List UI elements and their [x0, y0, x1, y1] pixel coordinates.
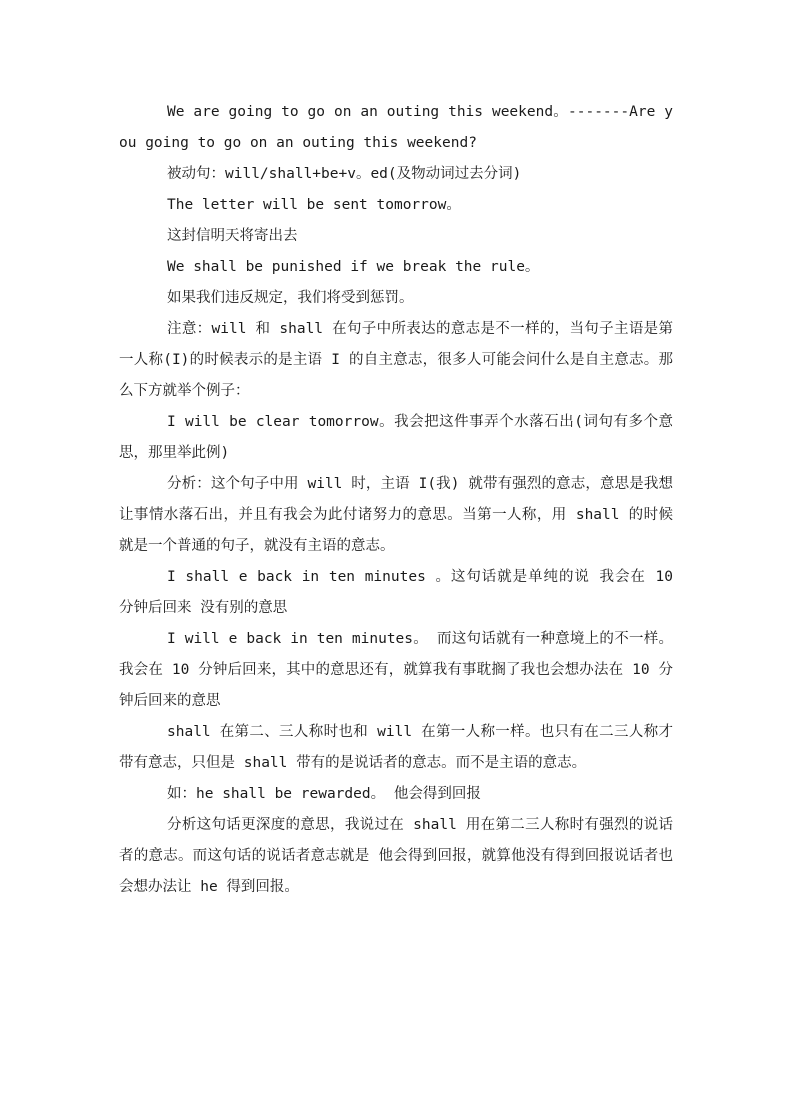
paragraph-shall-back-example: I shall e back in ten minutes 。这句话就是单纯的说 我会在 10 分钟后回来 没有别的意思: [119, 569, 673, 616]
paragraph-will-example: I will be clear tomorrow。我会把这件事弄个水落石出(词句有多个意思，那里举此例): [119, 414, 673, 461]
paragraph-rewarded-example: 如：he shall be rewarded。 他会得到回报: [167, 786, 481, 802]
paragraph-note-will-shall: 注意：will 和 shall 在句子中所表达的意志是不一样的，当句子主语是第一人称(I)的时候表示的是主语 I 的自主意志，很多人可能会问什么是自主意志。那么下方就举个例子：: [119, 321, 673, 399]
paragraph-shall-example-en: We shall be punished if we break the rule。: [167, 259, 540, 275]
paragraph-passive-example-zh: 这封信明天将寄出去: [167, 228, 298, 244]
paragraph-will-back-example: I will e back in ten minutes。 而这句话就有一种意境上的不一样。我会在 10 分钟后回来，其中的意思还有，就算我有事耽搁了我也会想办法在 10 分钟后回来的意思: [119, 631, 673, 709]
paragraph-shall-second-third-person: shall 在第二、三人称时也和 will 在第一人称一样。也只有在二三人称才带有意志，只但是 shall 带有的是说话者的意志。而不是主语的意志。: [119, 724, 673, 771]
document-body: [119, 97, 673, 903]
paragraph-analysis-will: 分析：这个句子中用 will 时，主语 I(我) 就带有强烈的意志，意思是我想让事情水落石出，并且有我会为此付诸努力的意思。当第一人称，用 shall 的时候就是一个普通的句子，就没有主语的意志。: [119, 476, 673, 554]
paragraph-passive-voice-rule: 被动句：will/shall+be+v。ed(及物动词过去分词): [167, 166, 522, 182]
paragraph-passive-example-en: The letter will be sent tomorrow。: [167, 197, 461, 213]
paragraph-analysis-rewarded: 分析这句话更深度的意思，我说过在 shall 用在第二三人称时有强烈的说话者的意志。而这句话的说话者意志就是 他会得到回报，就算他没有得到回报说话者也会想办法让 he 得到回报。: [119, 817, 673, 895]
paragraph-example-question: We are going to go on an outing this weekend。-------Are you going to go on an outing this weekend?: [119, 104, 673, 151]
paragraph-shall-example-zh: 如果我们违反规定，我们将受到惩罚。: [167, 290, 414, 306]
